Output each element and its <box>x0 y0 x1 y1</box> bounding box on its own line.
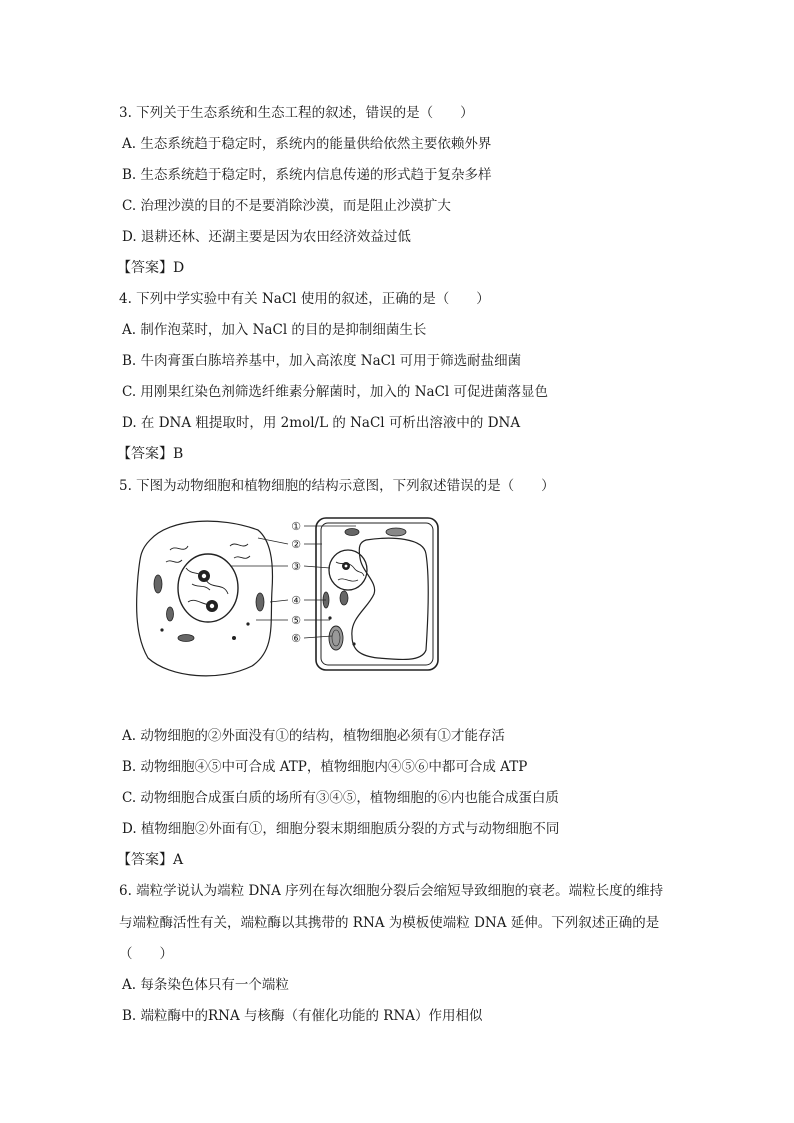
plant-mitochondrion-2 <box>340 591 348 605</box>
q5-option-c: C. 动物细胞合成蛋白质的场所有③④⑤，植物细胞的⑥内也能合成蛋白质 <box>122 790 559 806</box>
animal-mitochondrion-1 <box>154 575 162 593</box>
plant-vacuole <box>352 538 428 659</box>
q5-option-d: D. 植物细胞②外面有①，细胞分裂末期细胞质分裂的方式与动物细胞不同 <box>122 821 560 837</box>
q5-stem: 5. 下图为动物细胞和植物细胞的结构示意图，下列叙述错误的是（ ） <box>119 478 555 494</box>
label-6: ⑥ <box>291 632 301 645</box>
label-1: ① <box>291 520 301 533</box>
plant-chloroplast-1 <box>345 529 359 536</box>
q3-answer: 【答案】D <box>117 260 185 276</box>
label-4: ④ <box>291 594 301 607</box>
q4-option-a: A. 制作泡菜时，加入 NaCl 的目的是抑制细菌生长 <box>122 322 427 338</box>
animal-mitochondrion-4 <box>167 607 174 621</box>
plant-chloroplast-2 <box>386 528 406 536</box>
q3-option-d: D. 退耕还林、还湖主要是因为农田经济效益过低 <box>122 229 411 245</box>
q6-stem-line-1: 6. 端粒学说认为端粒 DNA 序列在每次细胞分裂后会缩短导致细胞的衰老。端粒长度的维持 <box>119 883 664 899</box>
q4-option-b: B. 牛肉膏蛋白胨培养基中，加入高浓度 NaCl 可用于筛选耐盐细菌 <box>122 353 522 369</box>
plant-chloroplast-3 <box>329 626 343 650</box>
label-2: ② <box>291 538 301 551</box>
q5-option-a: A. 动物细胞的②外面没有①的结构，植物细胞必须有①才能存活 <box>122 728 505 744</box>
q5-answer: 【答案】A <box>117 852 184 868</box>
label-5: ⑤ <box>291 614 301 627</box>
q4-option-c: C. 用刚果红染色剂筛选纤维素分解菌时，加入的 NaCl 可促进菌落显色 <box>122 384 549 400</box>
q6-option-a: A. 每条染色体只有一个端粒 <box>122 977 289 993</box>
q6-stem-line-3: （ ） <box>119 946 173 962</box>
q4-option-d: D. 在 DNA 粗提取时，用 2mol/L 的 NaCl 可析出溶液中的 DNA <box>122 415 521 431</box>
q4-stem: 4. 下列中学实验中有关 NaCl 使用的叙述，正确的是（ ） <box>119 291 490 307</box>
q5-option-b: B. 动物细胞④⑤中可合成 ATP，植物细胞内④⑤⑥中都可合成 ATP <box>122 759 528 775</box>
animal-mitochondrion-2 <box>256 593 264 611</box>
q3-option-b: B. 生态系统趋于稳定时，系统内信息传递的形式趋于复杂多样 <box>122 167 492 183</box>
q3-option-a: A. 生态系统趋于稳定时，系统内的能量供给依然主要依赖外界 <box>122 136 492 152</box>
q6-option-b: B. 端粒酶中的RNA 与核酶（有催化功能的 RNA）作用相似 <box>122 1008 483 1024</box>
q3-option-c: C. 治理沙漠的目的不是要消除沙漠，而是阻止沙漠扩大 <box>122 198 451 214</box>
q6-stem-line-2: 与端粒酶活性有关，端粒酶以其携带的 RNA 为模板使端粒 DNA 延伸。下列叙述正确的是 <box>119 915 660 931</box>
plant-nucleus <box>329 550 367 590</box>
q3-stem: 3. 下列关于生态系统和生态工程的叙述，错误的是（ ） <box>119 105 474 121</box>
cell-structure-figure <box>130 510 450 680</box>
label-3: ③ <box>291 560 301 573</box>
q4-answer: 【答案】B <box>117 446 184 462</box>
animal-cell-membrane <box>137 521 273 676</box>
animal-mitochondrion-3 <box>178 635 194 642</box>
